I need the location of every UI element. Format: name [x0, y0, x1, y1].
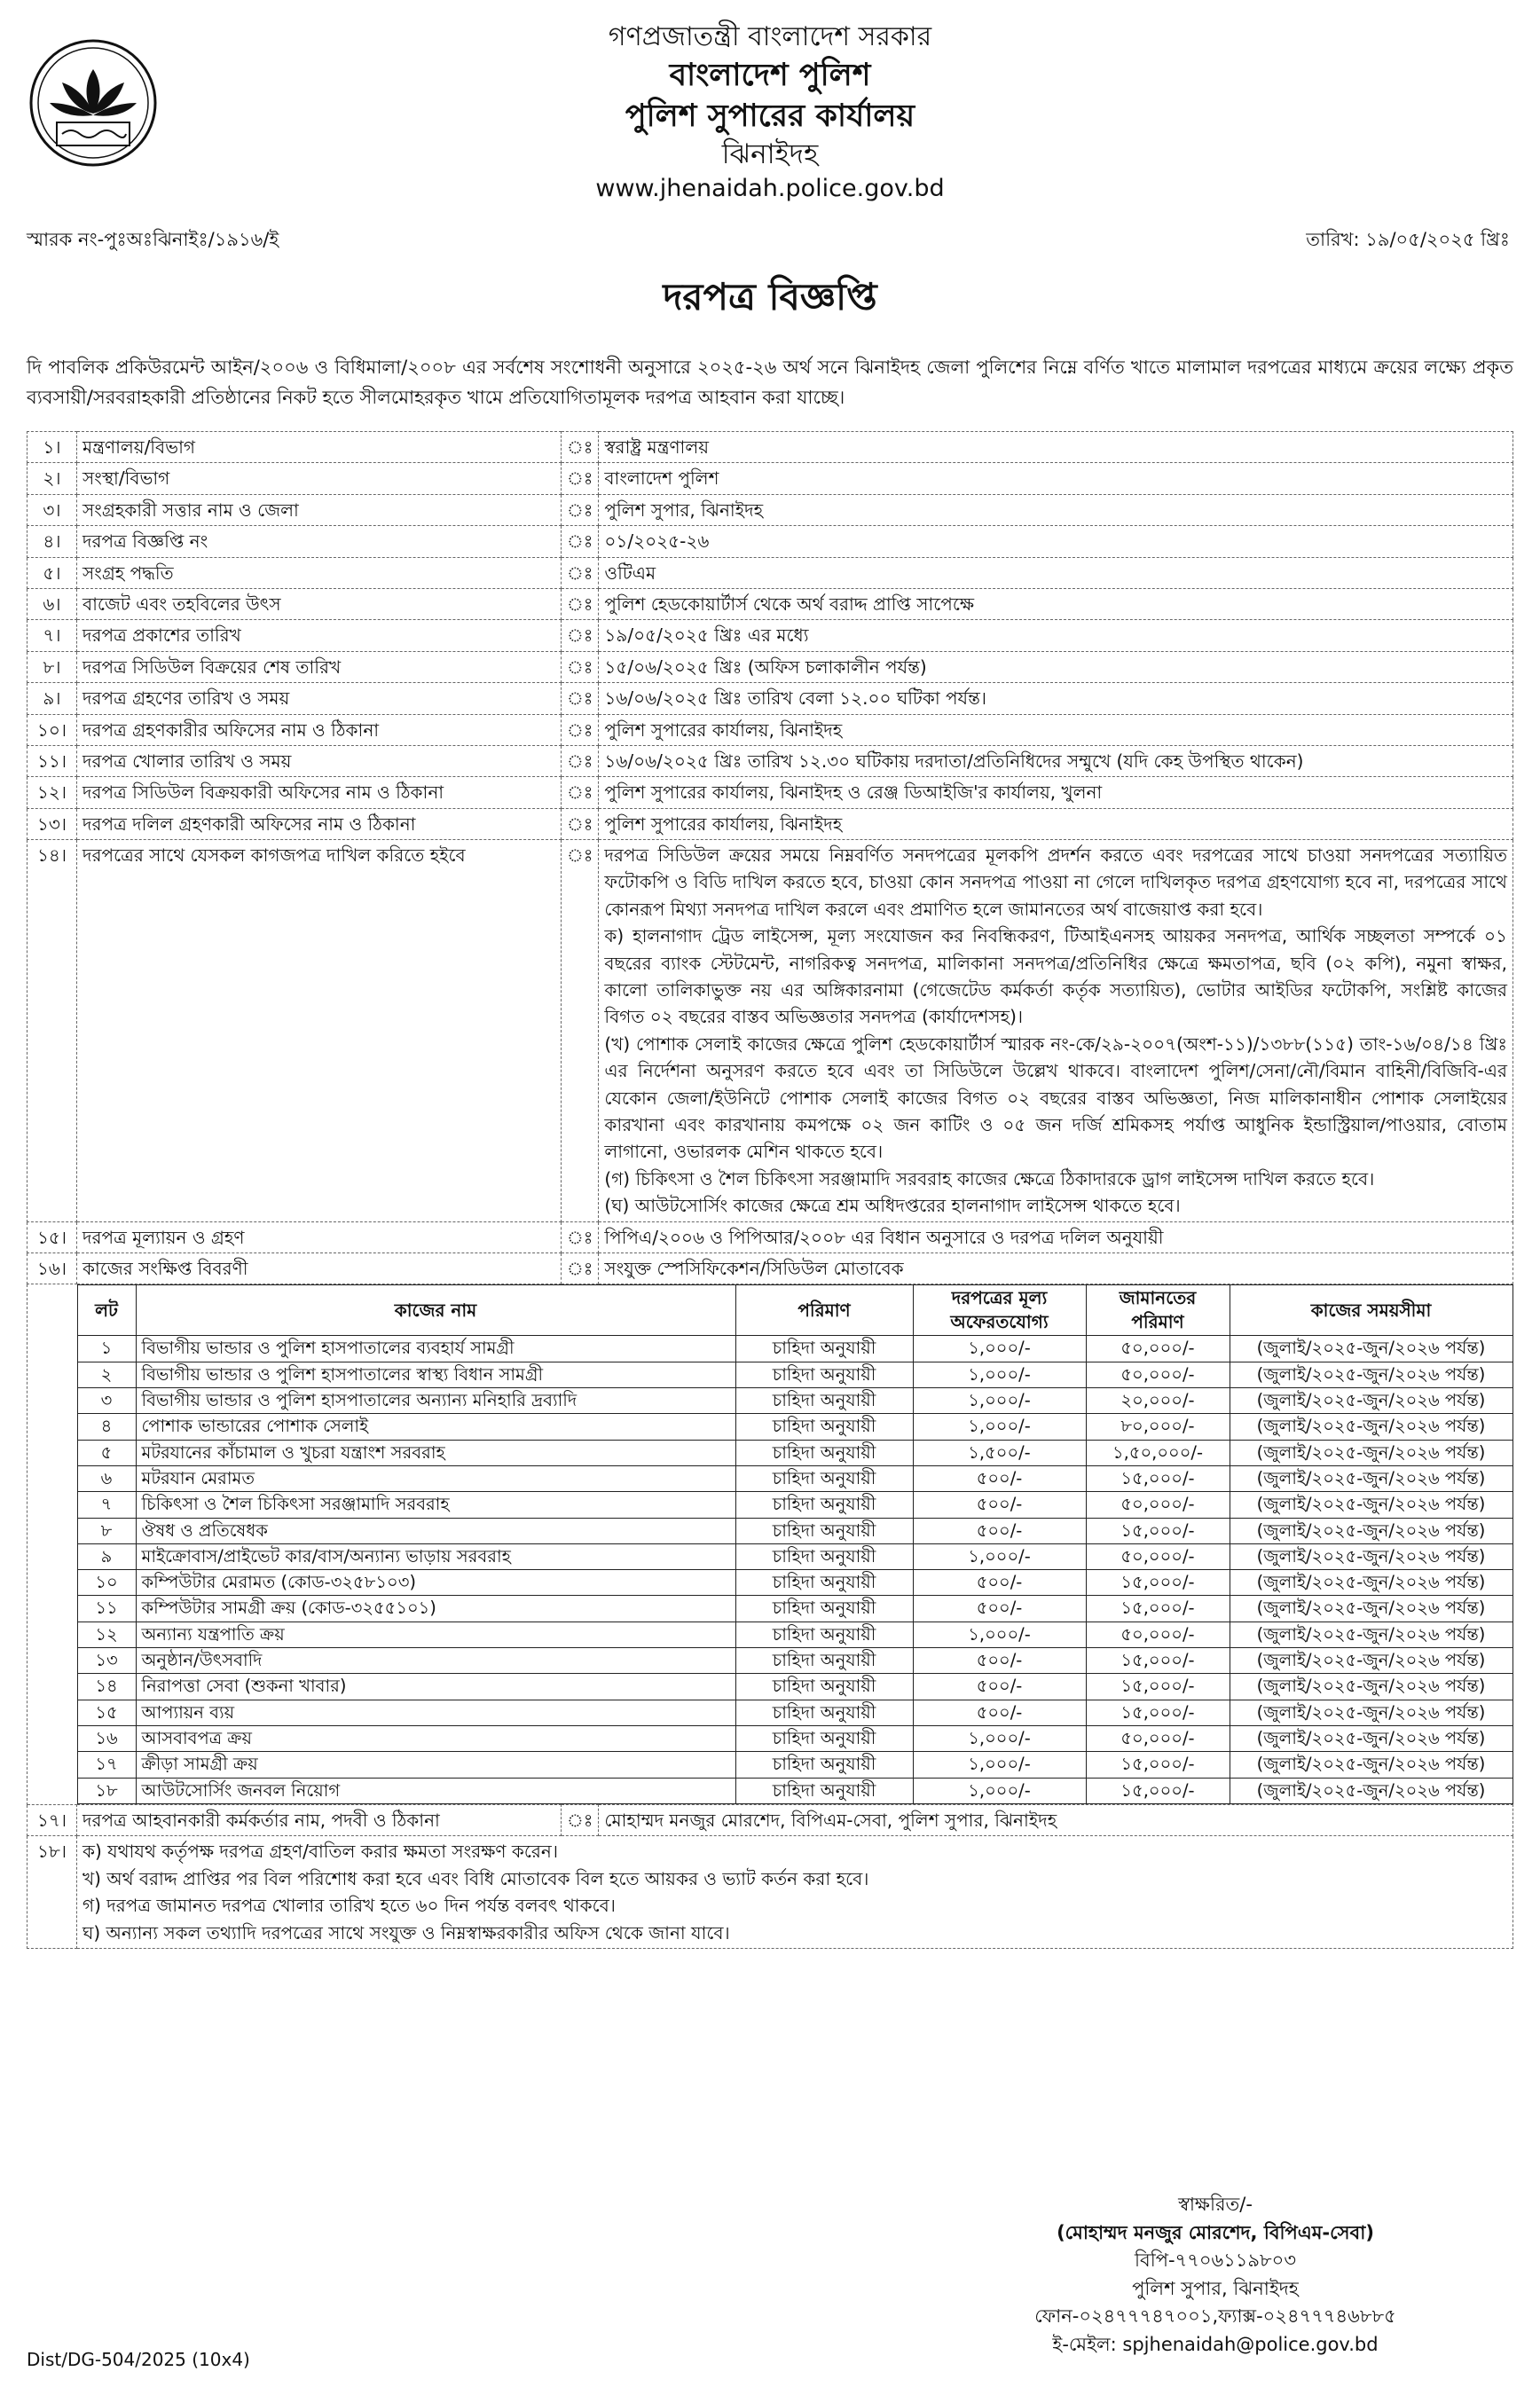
lot-price: ১,০০০/-: [913, 1778, 1086, 1803]
info-row: [28, 714, 1513, 745]
lot-row: [77, 1674, 1512, 1700]
distribution-code: Dist/DG-504/2025 (10x4): [27, 2349, 250, 2370]
lot-period: (জুলাই/২০২৫-জুন/২০২৬ পর্যন্ত): [1230, 1778, 1512, 1803]
header-period-text: কাজের সময়সীমা: [1310, 1299, 1432, 1321]
lot-price: ১,০০০/-: [913, 1543, 1086, 1569]
lot-number: ৮: [77, 1518, 136, 1543]
row-label: দরপত্র সিডিউল বিক্রয়কারী অফিসের নাম ও ঠিকানা: [77, 777, 562, 808]
lot-price: ১,০০০/-: [913, 1726, 1086, 1752]
lot-price: ১,০০০/-: [913, 1414, 1086, 1440]
lot-period: (জুলাই/২০২৫-জুন/২০২৬ পর্যন্ত): [1230, 1518, 1512, 1543]
row-serial: ২।: [28, 463, 77, 494]
lot-security: ১৫,০০০/-: [1086, 1752, 1230, 1778]
condition-item: ঘ) অন্যান্য সকল তথ্যাদি দরপত্রের সাথে সংযুক্ত ও নিম্নস্বাক্ষরকারীর অফিস থেকে জানা যাবে।: [82, 1921, 730, 1943]
office-name: পুলিশ সুপারের কার্যালয়: [625, 98, 915, 134]
row-colon: ঃ: [562, 651, 599, 682]
lot-work-name: ঔষধ ও প্রতিষেধক: [136, 1518, 735, 1543]
lot-row: [77, 1648, 1512, 1674]
lot-work-name: আউটসোর্সিং জনবল নিয়োগ: [136, 1778, 735, 1803]
lot-price: ১,০০০/-: [913, 1387, 1086, 1413]
lot-price: ৫০০/-: [913, 1596, 1086, 1622]
lot-period: (জুলাই/২০২৫-জুন/২০২৬ পর্যন্ত): [1230, 1336, 1512, 1362]
website-link[interactable]: www.jhenaidah.police.gov.bd: [595, 174, 945, 202]
condition-item: খ) অর্থ বরাদ্দ প্রাপ্তির পর বিল পরিশোধ করা হবে এবং বিধি মোতাবেক বিল হতে আয়কর ও ভ্যাট কর্তন করা হবে।: [82, 1867, 869, 1889]
info-row: [28, 494, 1513, 525]
info-row-evaluation: [28, 1221, 1513, 1252]
row-colon: ঃ: [562, 1221, 599, 1252]
row-colon: ঃ: [562, 683, 599, 714]
info-row: [28, 463, 1513, 494]
lot-work-name: বিভাগীয় ভান্ডার ও পুলিশ হাসপাতালের ব্যবহার্য সামগ্রী: [136, 1336, 735, 1362]
lot-price: ৫০০/-: [913, 1492, 1086, 1518]
government-name: গণপ্রজাতন্ত্রী বাংলাদেশ সরকার: [608, 21, 932, 52]
lot-number: ৬: [77, 1465, 136, 1491]
lot-row: [77, 1414, 1512, 1440]
row-value: ১৫/০৬/২০২৫ খ্রিঃ (অফিস চলাকালীন পর্যন্ত): [599, 651, 1513, 682]
row-value: ১৬/০৬/২০২৫ খ্রিঃ তারিখ বেলা ১২.০০ ঘটিকা পর্যন্ত।: [599, 683, 1513, 714]
lot-work-name: বিভাগীয় ভান্ডার ও পুলিশ হাসপাতালের স্বাস্থ্য বিধান সামগ্রী: [136, 1362, 735, 1387]
row-value: ১৯/০৫/২০২৫ খ্রিঃ এর মধ্যে: [599, 620, 1513, 651]
row-label: সংস্থা/বিভাগ: [77, 463, 562, 494]
lot-number: ১৫: [77, 1700, 136, 1725]
row-serial: ৮।: [28, 651, 77, 682]
lot-row: [77, 1726, 1512, 1752]
header-work-name: [136, 1285, 735, 1336]
row-value: পুলিশ সুপারের কার্যালয়, ঝিনাইদহ ও রেঞ্জ ডিআইজি'র কার্যালয়, খুলনা: [599, 777, 1513, 808]
documents-paragraph: (খ) পোশাক সেলাই কাজের ক্ষেত্রে পুলিশ হেডকোয়ার্টার্স স্মারক নং-কে/২৯-২০০৭(অংশ-১১)/১৩৮৮(১১৫) তাং-১৬/০৪/১৪ খ্রিঃ এর নির্দেশনা অনুসরণ করতে হবে এবং তা সিডিউলে উল্লেখ থাকবে। বাংলাদেশ পুলিশ/সেনা/নৌ/বিমান বাহিনী/বিজিবি-এর যেকোন জেলা/ইউনিটে পোশাক সেলাই কাজের বিগত ০২ বছরের বাস্তব অভিজ্ঞতা, নিজ মালিকানাধীন পোশাক সেলাইয়ের কারখানা এবং কারখানায় কমপক্ষে ০২ জন কাটিং ও ০৫ জন দর্জি শ্রমিকসহ পর্যাপ্ত আধুনিক ইন্ডাস্ট্রিয়াল/পাওয়ার, বোতাম লাগানো, ওভারলক মেশিন থাকতে হবে।: [604, 1033, 1507, 1163]
info-row: [28, 620, 1513, 651]
lot-quantity: চাহিদা অনুযায়ী: [735, 1518, 913, 1543]
lot-row: [77, 1570, 1512, 1596]
row-serial: ১৭।: [28, 1804, 77, 1835]
lot-security: ৫০,০০০/-: [1086, 1336, 1230, 1362]
lot-row: [77, 1362, 1512, 1387]
header-work-name-text: কাজের নাম: [394, 1299, 477, 1321]
row-label: দরপত্রের সাথে যেসকল কাগজপত্র দাখিল করিতে হইবে: [77, 840, 562, 1221]
lot-security: ৫০,০০০/-: [1086, 1622, 1230, 1647]
row-label: দরপত্র বিজ্ঞপ্তি নং: [77, 526, 562, 557]
lot-number: ৯: [77, 1543, 136, 1569]
lot-row: [77, 1622, 1512, 1647]
lot-work-name: নিরাপত্তা সেবা (শুকনা খাবার): [136, 1674, 735, 1700]
documents-required: [599, 840, 1513, 1221]
info-row: [28, 808, 1513, 839]
info-row-conditions: [28, 1836, 1513, 1949]
signatory-phone: ফোন-০২৪৭৭৭৪৭০০১,ফ্যাক্স-০২৪৭৭৭৪৬৮৮৫: [1034, 2305, 1396, 2327]
info-row: [28, 588, 1513, 619]
lot-work-name: চিকিৎসা ও শৈল চিকিৎসা সরঞ্জামাদি সরবরাহ: [136, 1492, 735, 1518]
lot-row: [77, 1543, 1512, 1569]
lot-row: [77, 1778, 1512, 1803]
row-label: সংগ্রহকারী সত্তার নাম ও জেলা: [77, 494, 562, 525]
row-label: সংগ্রহ পদ্ধতি: [77, 557, 562, 588]
info-row: [28, 683, 1513, 714]
lot-quantity: চাহিদা অনুযায়ী: [735, 1492, 913, 1518]
lot-quantity: চাহিদা অনুযায়ী: [735, 1336, 913, 1362]
info-row: [28, 651, 1513, 682]
lot-quantity: চাহিদা অনুযায়ী: [735, 1674, 913, 1700]
row-label: মন্ত্রণালয়/বিভাগ: [77, 432, 562, 463]
lot-work-name: মাইক্রোবাস/প্রাইভেট কার/বাস/অন্যান্য ভাড়ায় সরবরাহ: [136, 1543, 735, 1569]
documents-paragraph: (ঘ) আউটসোর্সিং কাজের ক্ষেত্রে শ্রম অধিদপ্তরের হালনাগাদ লাইসেন্স থাকতে হবে।: [604, 1195, 1181, 1217]
lot-work-name: অনুষ্ঠান/উৎসবাদি: [136, 1648, 735, 1674]
info-row-documents: [28, 840, 1513, 1221]
lot-number: ৫: [77, 1440, 136, 1465]
lot-security: ১৫,০০০/-: [1086, 1778, 1230, 1803]
lot-security: ১৫,০০০/-: [1086, 1570, 1230, 1596]
condition-item: ক) যথাযথ কর্তৃপক্ষ দরপত্র গ্রহণ/বাতিল করার ক্ষমতা সংরক্ষণ করেন।: [82, 1841, 558, 1863]
row-serial: ১০।: [28, 714, 77, 745]
lot-security: ১৫,০০০/-: [1086, 1518, 1230, 1543]
row-value: পুলিশ সুপারের কার্যালয়, ঝিনাইদহ: [599, 714, 1513, 745]
header-security: [1086, 1285, 1230, 1336]
conditions-list: [77, 1836, 1513, 1949]
lot-price: ৫০০/-: [913, 1700, 1086, 1725]
row-serial: ১৫।: [28, 1221, 77, 1252]
info-row: [28, 745, 1513, 776]
district-name: ঝিনাইদহ: [721, 137, 819, 170]
row-value: পুলিশ সুপার, ঝিনাইদহ: [599, 494, 1513, 525]
documents-paragraph: দরপত্র সিডিউল ক্রয়ের সময়ে নিম্নবর্ণিত সনদপত্রের মূলকপি প্রদর্শন করতে এবং দরপত্রের সাথে চাওয়া সনদপত্রের সত্যায়িত ফটোকপি ও বিডি দাখিল করতে হবে, চাওয়া কোন সনদপত্র পাওয়া না গেলে দাখিলকৃত দরপত্র গ্রহণযোগ্য হবে না, দরপত্রের সাথে কোনরূপ মিথ্যা সনদপত্র দাখিল করলে এবং প্রমাণিত হলে জামানতের অর্থ বাজেয়াপ্ত করা হবে।: [604, 844, 1507, 920]
lot-work-name: আসবাবপত্র ক্রয়: [136, 1726, 735, 1752]
lot-period: (জুলাই/২০২৫-জুন/২০২৬ পর্যন্ত): [1230, 1440, 1512, 1465]
header-lot: [77, 1285, 136, 1336]
row-colon: ঃ: [562, 1252, 599, 1284]
row-label: দরপত্র গ্রহণের তারিখ ও সময়: [77, 683, 562, 714]
lot-period: (জুলাই/২০২৫-জুন/২০২৬ পর্যন্ত): [1230, 1648, 1512, 1674]
row-label: দরপত্র গ্রহণকারীর অফিসের নাম ও ঠিকানা: [77, 714, 562, 745]
lot-quantity: চাহিদা অনুযায়ী: [735, 1700, 913, 1725]
lot-quantity: চাহিদা অনুযায়ী: [735, 1543, 913, 1569]
intro-paragraph: দি পাবলিক প্রকিউরমেন্ট আইন/২০০৬ ও বিধিমালা/২০০৮ এর সর্বশেষ সংশোধনী অনুসারে ২০২৫-২৬ অর্থ সনে ঝিনাইদহ জেলা পুলিশের নিম্নে বর্ণিত খাতে মালামাল দরপত্রের মাধ্যমে ক্রয়ের লক্ষ্যে প্রকৃত ব্যবসায়ী/সরবরাহকারী প্রতিষ্ঠানের নিকট হতে সীলমোহরকৃত খামে প্রতিযোগিতামূলক দরপত্র আহবান করা যাচ্ছে।: [27, 357, 1513, 408]
row-serial: ১৬।: [28, 1252, 77, 1284]
letterhead: [0, 20, 1540, 205]
lot-row: [77, 1700, 1512, 1725]
lot-period: (জুলাই/২০২৫-জুন/২০২৬ পর্যন্ত): [1230, 1596, 1512, 1622]
lot-quantity: চাহিদা অনুযায়ী: [735, 1414, 913, 1440]
lot-number: ১৪: [77, 1674, 136, 1700]
lot-period: (জুলাই/২০২৫-জুন/২০২৬ পর্যন্ত): [1230, 1492, 1512, 1518]
lot-security: ১৫,০০০/-: [1086, 1700, 1230, 1725]
lot-number: ১০: [77, 1570, 136, 1596]
row-serial: ১৪।: [28, 840, 77, 1221]
lot-security: ১,৫০,০০০/-: [1086, 1440, 1230, 1465]
signatory-designation: পুলিশ সুপার, ঝিনাইদহ: [1132, 2277, 1299, 2299]
lot-number: ১৮: [77, 1778, 136, 1803]
lot-row: [77, 1336, 1512, 1362]
lot-period: (জুলাই/২০২৫-জুন/২০২৬ পর্যন্ত): [1230, 1752, 1512, 1778]
lot-price: ৫০০/-: [913, 1465, 1086, 1491]
lot-number: ১৩: [77, 1648, 136, 1674]
row-value: বাংলাদেশ পুলিশ: [599, 463, 1513, 494]
row-value: মোহাম্মদ মনজুর মোরশেদ, বিপিএম-সেবা, পুলিশ সুপার, ঝিনাইদহ: [599, 1804, 1513, 1835]
lot-security: ৫০,০০০/-: [1086, 1726, 1230, 1752]
row-serial: ৪।: [28, 526, 77, 557]
lot-quantity: চাহিদা অনুযায়ী: [735, 1596, 913, 1622]
lot-table-header: [77, 1285, 1512, 1336]
signatory-name: (মোহাম্মদ মনজুর মোরশেদ, বিপিএম-সেবা): [1057, 2221, 1374, 2243]
row-serial: ১।: [28, 432, 77, 463]
lot-table-row: [28, 1284, 1513, 1805]
lot-period: (জুলাই/২০২৫-জুন/২০২৬ পর্যন্ত): [1230, 1465, 1512, 1491]
info-row: [28, 777, 1513, 808]
lot-number: ১১: [77, 1596, 136, 1622]
row-colon: ঃ: [562, 808, 599, 839]
row-value: স্বরাষ্ট্র মন্ত্রণালয়: [599, 432, 1513, 463]
row-label: দরপত্র মূল্যায়ন ও গ্রহণ: [77, 1221, 562, 1252]
lot-work-name: ক্রীড়া সামগ্রী ক্রয়: [136, 1752, 735, 1778]
row-label: দরপত্র প্রকাশের তারিখ: [77, 620, 562, 651]
lot-row: [77, 1440, 1512, 1465]
lot-period: (জুলাই/২০২৫-জুন/২০২৬ পর্যন্ত): [1230, 1700, 1512, 1725]
row-serial: ৭।: [28, 620, 77, 651]
row-value: ওটিএম: [599, 557, 1513, 588]
lot-work-name: বিভাগীয় ভান্ডার ও পুলিশ হাসপাতালের অন্যান্য মনিহারি দ্রব্যাদি: [136, 1387, 735, 1413]
row-colon: ঃ: [562, 745, 599, 776]
header-quantity: [735, 1285, 913, 1336]
info-row-work-summary: [28, 1252, 1513, 1284]
row-serial: ১২।: [28, 777, 77, 808]
lot-row: [77, 1596, 1512, 1622]
signatory-email[interactable]: ই-মেইল: spjhenaidah@police.gov.bd: [1052, 2333, 1379, 2355]
lot-price: ১,০০০/-: [913, 1752, 1086, 1778]
lot-work-name: অন্যান্য যন্ত্রপাতি ক্রয়: [136, 1622, 735, 1647]
row-serial: ১১।: [28, 745, 77, 776]
row-colon: ঃ: [562, 463, 599, 494]
row-label: দরপত্র খোলার তারিখ ও সময়: [77, 745, 562, 776]
lot-number: ৭: [77, 1492, 136, 1518]
lot-period: (জুলাই/২০২৫-জুন/২০২৬ পর্যন্ত): [1230, 1570, 1512, 1596]
row-value: পুলিশ সুপারের কার্যালয়, ঝিনাইদহ: [599, 808, 1513, 839]
lot-quantity: চাহিদা অনুযায়ী: [735, 1622, 913, 1647]
lot-number: ১২: [77, 1622, 136, 1647]
row-serial: ৩।: [28, 494, 77, 525]
lot-price: ১,০০০/-: [913, 1362, 1086, 1387]
lot-security: ১৫,০০০/-: [1086, 1596, 1230, 1622]
lot-security: ২০,০০০/-: [1086, 1387, 1230, 1413]
issue-date: তারিখ: ১৯/০৫/২০২৫ খ্রিঃ: [1306, 229, 1510, 250]
lot-quantity: চাহিদা অনুযায়ী: [735, 1362, 913, 1387]
header-tender-price: [913, 1285, 1086, 1336]
lot-row: [77, 1518, 1512, 1543]
row-label: দরপত্র দলিল গ্রহণকারী অফিসের নাম ও ঠিকানা: [77, 808, 562, 839]
lot-security: ১৫,০০০/-: [1086, 1465, 1230, 1491]
memo-number: স্মারক নং-পুঃঅঃঝিনাইঃ/১৯১৬/ই: [27, 229, 279, 250]
lot-period: (জুলাই/২০২৫-জুন/২০২৬ পর্যন্ত): [1230, 1543, 1512, 1569]
row-value: পিপিএ/২০০৬ ও পিপিআর/২০০৮ এর বিধান অনুসারে ও দরপত্র দলিল অনুযায়ী: [599, 1221, 1513, 1252]
lot-period: (জুলাই/২০২৫-জুন/২০২৬ পর্যন্ত): [1230, 1622, 1512, 1647]
lot-row: [77, 1387, 1512, 1413]
lot-table-wrapper: [77, 1284, 1513, 1805]
lot-quantity: চাহিদা অনুযায়ী: [735, 1648, 913, 1674]
lot-security: ৫০,০০০/-: [1086, 1362, 1230, 1387]
row-colon: ঃ: [562, 840, 599, 1221]
lot-row: [77, 1492, 1512, 1518]
header-tender-price-text: দরপত্রের মূল্য: [951, 1287, 1048, 1309]
row-colon: ঃ: [562, 557, 599, 588]
lot-price: ৫০০/-: [913, 1648, 1086, 1674]
lot-price: ৫০০/-: [913, 1518, 1086, 1543]
lot-work-name: আপ্যায়ন ব্যয়: [136, 1700, 735, 1725]
row-value: ০১/২০২৫-২৬: [599, 526, 1513, 557]
row-colon: ঃ: [562, 777, 599, 808]
row-serial: ১৮।: [28, 1836, 77, 1949]
lot-quantity: চাহিদা অনুযায়ী: [735, 1387, 913, 1413]
lot-price: ১,৫০০/-: [913, 1440, 1086, 1465]
lot-number: ২: [77, 1362, 136, 1387]
lot-quantity: চাহিদা অনুযায়ী: [735, 1440, 913, 1465]
row-colon: ঃ: [562, 432, 599, 463]
row-colon: ঃ: [562, 588, 599, 619]
lot-number: ১৭: [77, 1752, 136, 1778]
lot-security: ৫০,০০০/-: [1086, 1543, 1230, 1569]
row-serial: ৫।: [28, 557, 77, 588]
header-lot-text: লট: [95, 1299, 118, 1321]
signatory-bp: বিপি-৭৭০৬১১৯৮০৩: [1135, 2250, 1296, 2271]
header-security-text: পরিমাণ: [1131, 1311, 1184, 1333]
condition-item: গ) দরপত্র জামানত দরপত্র খোলার তারিখ হতে ৬০ দিন পর্যন্ত বলবৎ থাকবে।: [82, 1895, 616, 1917]
lot-period: (জুলাই/২০২৫-জুন/২০২৬ পর্যন্ত): [1230, 1387, 1512, 1413]
row-label: দরপত্র আহবানকারী কর্মকর্তার নাম, পদবী ও ঠিকানা: [77, 1804, 562, 1835]
header-period: [1230, 1285, 1512, 1336]
lot-price: ১,০০০/-: [913, 1336, 1086, 1362]
row-label: বাজেট এবং তহবিলের উৎস: [77, 588, 562, 619]
row-colon: ঃ: [562, 620, 599, 651]
lot-price: ৫০০/-: [913, 1674, 1086, 1700]
lot-number: ৩: [77, 1387, 136, 1413]
lot-number: ১৬: [77, 1726, 136, 1752]
lot-work-name: কম্পিউটার মেরামত (কোড-৩২৫৮১০৩): [136, 1570, 735, 1596]
lot-security: ১৫,০০০/-: [1086, 1648, 1230, 1674]
row-label: কাজের সংক্ষিপ্ত বিবরণী: [77, 1252, 562, 1284]
documents-paragraph: ক) হালনাগাদ ট্রেড লাইসেন্স, মূল্য সংযোজন কর নিবন্ধিকরণ, টিআইএনসহ আয়কর সনদপত্র, আর্থিক সচ্ছলতা সম্পর্কে ০১ বছরের ব্যাংক স্টেটমেন্ট, নাগরিকত্ব সনদপত্র, মালিকানা সনদপত্র/প্রতিনিধির ক্ষেত্রে ক্ষমতাপত্র, ছবি (০২ কপি), নমুনা স্বাক্ষর, কালো তালিকাভুক্ত নয় এর অঙ্গিকারনামা (গেজেটেড কর্মকর্তা কর্তৃক সত্যায়িত), ভোটার আইডির ফটোকপি, সংশ্লিষ্ট কাজের বিগত ০২ বছরের বাস্তব অভিজ্ঞতার সনদপত্র (কার্যাদেশসহ)।: [604, 925, 1507, 1028]
lot-period: (জুলাই/২০২৫-জুন/২০২৬ পর্যন্ত): [1230, 1414, 1512, 1440]
lot-work-name: মটরযানের কাঁচামাল ও খুচরা যন্ত্রাংশ সরবরাহ: [136, 1440, 735, 1465]
row-colon: ঃ: [562, 1804, 599, 1835]
row-value: ১৬/০৬/২০২৫ খ্রিঃ তারিখ ১২.৩০ ঘটিকায় দরদাতা/প্রতিনিধিদের সম্মুখে (যদি কেহ উপস্থিত থাকেন): [599, 745, 1513, 776]
row-colon: ঃ: [562, 494, 599, 525]
lot-security: ১৫,০০০/-: [1086, 1674, 1230, 1700]
header-tender-price-text: অফেরতযোগ্য: [950, 1311, 1049, 1333]
row-colon: ঃ: [562, 526, 599, 557]
lot-number: ৪: [77, 1414, 136, 1440]
signed-text: স্বাক্ষরিত/-: [1178, 2194, 1253, 2215]
lot-work-name: মটরযান মেরামত: [136, 1465, 735, 1491]
lot-work-name: পোশাক ভান্ডারের পোশাক সেলাই: [136, 1414, 735, 1440]
lot-indent: [28, 1284, 77, 1805]
row-serial: ১৩।: [28, 808, 77, 839]
tender-info-table: [27, 431, 1513, 1949]
lot-row: [77, 1752, 1512, 1778]
lot-price: ৫০০/-: [913, 1570, 1086, 1596]
lot-price: ১,০০০/-: [913, 1622, 1086, 1647]
row-label: দরপত্র সিডিউল বিক্রয়ের শেষ তারিখ: [77, 651, 562, 682]
lot-row: [77, 1465, 1512, 1491]
lot-work-name: কম্পিউটার সামগ্রী ক্রয় (কোড-৩২৫৫১০১): [136, 1596, 735, 1622]
lot-quantity: চাহিদা অনুযায়ী: [735, 1778, 913, 1803]
lot-quantity: চাহিদা অনুযায়ী: [735, 1752, 913, 1778]
lot-security: ৮০,০০০/-: [1086, 1414, 1230, 1440]
row-serial: ৬।: [28, 588, 77, 619]
info-row: [28, 557, 1513, 588]
row-serial: ৯।: [28, 683, 77, 714]
header-quantity-text: পরিমাণ: [798, 1299, 851, 1321]
lot-security: ৫০,০০০/-: [1086, 1492, 1230, 1518]
row-value: সংযুক্ত স্পেসিফিকেশন/সিডিউল মোতাবেক: [599, 1252, 1513, 1284]
info-row-officer: [28, 1804, 1513, 1835]
header-security-text: জামানতের: [1119, 1287, 1197, 1309]
info-row: [28, 526, 1513, 557]
lot-table: [77, 1284, 1513, 1804]
lot-period: (জুলাই/২০২৫-জুন/২০২৬ পর্যন্ত): [1230, 1362, 1512, 1387]
page-title: দরপত্র বিজ্ঞপ্তি: [663, 275, 877, 318]
row-value: পুলিশ হেডকোয়ার্টার্স থেকে অর্থ বরাদ্দ প্রাপ্তি সাপেক্ষে: [599, 588, 1513, 619]
lot-quantity: চাহিদা অনুযায়ী: [735, 1726, 913, 1752]
documents-paragraph: (গ) চিকিৎসা ও শৈল চিকিৎসা সরঞ্জামাদি সরবরাহ কাজের ক্ষেত্রে ঠিকাদারকে ড্রাগ লাইসেন্স দাখিল করতে হবে।: [604, 1167, 1375, 1190]
organization-name: বাংলাদেশ পুলিশ: [669, 57, 871, 93]
lot-period: (জুলাই/২০২৫-জুন/২০২৬ পর্যন্ত): [1230, 1726, 1512, 1752]
lot-quantity: চাহিদা অনুযায়ী: [735, 1465, 913, 1491]
lot-quantity: চাহিদা অনুযায়ী: [735, 1570, 913, 1596]
info-row: [28, 432, 1513, 463]
row-colon: ঃ: [562, 714, 599, 745]
lot-period: (জুলাই/২০২৫-জুন/২০২৬ পর্যন্ত): [1230, 1674, 1512, 1700]
signature-block: [940, 2191, 1490, 2359]
lot-number: ১: [77, 1336, 136, 1362]
